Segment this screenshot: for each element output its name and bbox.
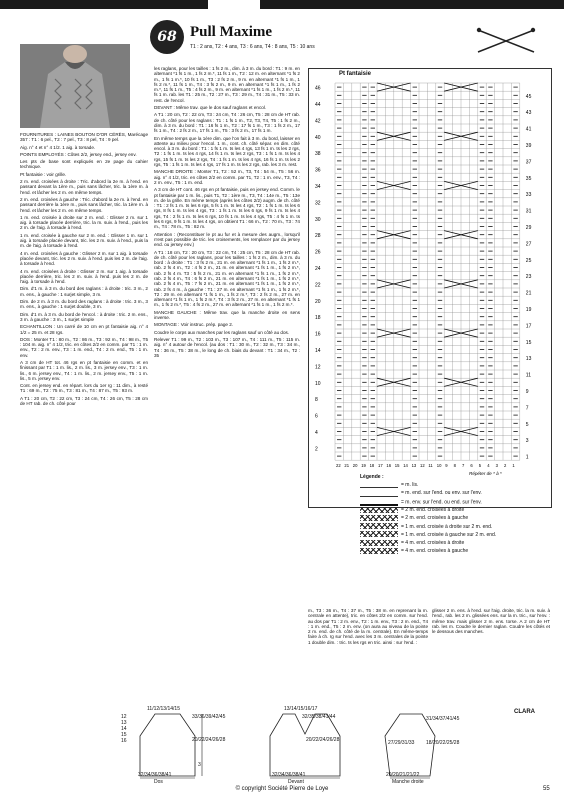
legend-item: [360, 523, 496, 531]
legend-symbol-icon: [360, 523, 398, 529]
mid-paragraph: A T1 : 20 cm, T2 : 22 cm, T3 : 24 cm, T4 : 26 cm, T5 : 28 cm de HT rab. de ch. côté pour les raglans : T1 : 1 fs 1 m., T2, T3, T4, T5 : 1 fs 2 m., dim. à 3 m. du bord : T1 : 16 fs 1 m., T2 : 17 fs 1 m., T3 : 1 fs 2 m., 17 fs 1 m., T4 : 2 fs 2 m., 17 fs 1 m., T5 : 3 fs 2 m., 17 fs 1 m.: [154, 112, 300, 134]
manche-mid-label: 27/29/31/33: [388, 740, 415, 746]
chart-row-label: 25: [525, 257, 532, 264]
sizes-line: T1 : 2 ans, T2 : 4 ans, T3 : 6 ans, T4 : 8 ans, T5 : 10 ans: [190, 44, 315, 50]
legend-text: = 4 m. end. croisées à gauche: [401, 548, 469, 555]
pattern-number-badge: 68: [150, 20, 184, 54]
left-paragraph: ECHANTILLON : Un carré de 10 cm en pt fantaisie aig. n° 4 1/2 = 25 m. et 28 rgs.: [20, 324, 148, 335]
schematic-dos: [140, 714, 202, 778]
chart-col-label: 18: [369, 463, 375, 469]
chart-col-label: 4: [487, 463, 490, 469]
chart-col-label: 1: [512, 463, 515, 469]
legend-text: = 1 m. end. croisée à gauche sur 2 m. end.: [401, 531, 497, 538]
chart-row-label: 9: [525, 388, 529, 395]
chart-row-label: 18: [315, 315, 321, 322]
left-paragraph: 2 m. end. croisées à droite : Tric. d'abord la 2e m. à l'end. en passant devant la 1ère m., puis sans lâcher, tric. la 1ère m. à l'end. et lâcher les 2 m. en même temps.: [20, 179, 148, 195]
chart-row-label: 16: [315, 331, 321, 338]
chart-grid: [309, 69, 551, 507]
dos-caption: Dos: [154, 779, 163, 785]
dos-left-sizes: 12 13 14 15 16: [121, 714, 127, 744]
chart-row-label: 44: [315, 101, 321, 108]
signature: CLARA: [514, 709, 535, 715]
dos-rib-label: 3: [198, 762, 201, 768]
left-paragraph: 2 m. end. croisées à gauche : Tric. d'abord la 2e m. à l'end. en passant derrière la 1ère m., puis sans lâcher, tric. la 1ère m. à l'end. et lâcher les 2 m. en même temps.: [20, 196, 148, 213]
chart-row-label: 23: [525, 274, 532, 281]
dos-bottom-label: 32/34/36/38/41: [138, 772, 172, 778]
footer-copyright: © copyright Société Pierre de Loye: [235, 786, 329, 792]
chart-row-label: 39: [525, 142, 532, 149]
dos-height-label: 20/22/24/26/28: [192, 737, 226, 743]
mid-paragraph: A 3 cm de HT cont. 46 rgs en pt fantaisie, puis en jersey end. Comm. le pt fantaisie par 1 m. lis., puis T1, T2 : 1ère m., T3, T4 : 14e m., T5 : 13e m. de la grille. En même temps (après les côtes 2/2) augm. de ch. côté : T1 : 2 fs 1 m. ts les 6 rgs, 5 fs 1 m. ts les 4 rgs, T2 : 1 fs 1 m. ts les 6 rgs, 8 fs 1 m. ts les 4 rgs, T3 : 1 fs 1 m. ts les 6 rgs, 9 fs 1 m. ts les 4 rgs, T4 : 2 fs 1 m. ts les 6 rgs, 10 fs 1 m. ts les 4 rgs, T5 : 4 fs 1 m. ts les 6 rgs, 9 fs 1 m. ts les 4 rgs, on obtient T1 : 66 m., T2 : 70 m., T3 : 74 m., T4 : 78 m., T5 : 82 m.: [154, 187, 300, 230]
mid-paragraph: A T1 : 18 cm, T2 : 20 cm, T3 : 22 cm, T4 : 25 cm, T5 : 28 cm de HT rab. de ch. côté pour les raglans, pour les tailles : 1 fs 2 m., dim. à 3 m. du bord : à droite : T1 : 3 fs 2 m., 21 m. en alternant *1 fs 1 m., 1 fs 2 m.*, rab. 2 fs 4 m., T2 : 4 fs 2 m., 21 m. en alternant *1 fs 1 m., 1 fs 2 m.*, rab. 2 fs 4 m. T3 : 5 fs 2 m., 21 m. en alternant *1 fs 1 m., 1 fs 2 m.*, rab. 2 fs 4 m., T4 : 6 fs 2 m., 21 m. en alternant *1 fs 1 m., 1 fs 2 m.*, rab. 2 fs 4 m., T5 : 7 fs 2 m., 21 m. en alternant *1 fs 1 m., 1 fs 2 m.*, rab. 2 fs 4 m., à gauche : T1 : 27 m. en alternant *1 fs 1 m., 1 fs 2 m.*, T2 : 29 m. en alternant *1 fs 1 m., 1 fs 2 m.*, T3 : 2 fs 2 m., 27 m. en alternant *1 fs 1 m., 1 fs 2 m.*, T4 : 3 fs 2 m., 27 m. en alternant *1 fs 1 m., 1 fs 2 m.*, T5 : 4 fs 2 m., 27 m. en alternant *1 fs 1 m., 1 fs 2 m.*.: [154, 249, 300, 308]
chart-col-label: 9: [445, 463, 448, 469]
chart-row-label: 41: [525, 126, 532, 133]
legend-symbol-icon: [360, 540, 398, 546]
devant-neck-label: 13/14/15/16/17: [284, 706, 318, 712]
legend-symbol-icon: [360, 498, 398, 506]
left-paragraph: Dim. d'1 m. à 3 m. du bord de l'encol. : à droite : tric. 2 m. ens., 3 m. à gauche : 3 m., 1 surjet simple: [20, 311, 148, 322]
dos-neck-label: 11/12/13/14/15: [147, 706, 180, 712]
legend-symbol-icon: [360, 548, 398, 554]
mid-paragraph: Relever T1 : 99 m., T2 : 103 m., T3 : 107 m., T4 : 111 m., T5 : 115 m. aig. n° 4 autour de l'encol. (au dos : T1 : 30 m., T2 : 32 m., T3 : 34 m., T4 : 36 m., T5 : 38 m., le long de ch. biais du devant : T1 : 34 m., T2 : 35: [154, 336, 300, 358]
legend-text: = m. end. sur l'end. ou env. sur l'env.: [401, 490, 482, 497]
manche-bottom-label: 20/20/21/21/22: [386, 772, 420, 778]
chart-row-label: 27: [525, 241, 532, 248]
left-paragraph: Aig. n° 4 et n° 4 1/2. 1 aig. à torsade.: [20, 144, 96, 150]
mid-paragraph: En même temps que la 1ère dim. que l'on fait à 3 m. du bord, laisser en attente au milieu pour l'encol. 1 m., cont. ch. côté sépar. en dim. côté encol. à 3 m. du bord : T1 : 1 fs 1 m. ts les 4 rgs, 13 fs 1 m. ts les 2 rgs, T2 : 1 fs 1 m. ts les 4 rgs, 14 fs 1 m. ts les 2 rgs, T3 : 1 fs 1 m. ts les 4 rgs, 15 fs 1 m. ts les 2 rgs, T4 : 1 fs 1 m. ts les 4 rgs, 16 fs 1 m. ts les 2 rgs, T5 : 1 fs 1 m. ts les 4 rgs, 17 fs 1 m. ts les 2 rgs, rab. les 3 m. rest.: [154, 135, 300, 168]
chart-row-label: 36: [315, 167, 321, 174]
legend-text: = m. lis.: [401, 482, 419, 489]
top-bar: [0, 0, 564, 9]
left-paragraph: DOS : Monter T1 : 80 m., T2 : 86 m., T3 : 92 m., T4 : 98 m., T5 : 104 m. aig. n° 4 1/2, tric. en côtes 2/2 en comm. par T1 : 1 m. env., T2 : 2 m. env., T3 : 1 m. end., T4 : 2 m. end., T5 : 1 m. env.: [20, 336, 148, 358]
chart-col-label: 17: [378, 463, 383, 469]
chart-row-label: 12: [315, 364, 321, 371]
legend-symbol-icon: [360, 531, 398, 537]
chart-row-label: 3: [525, 438, 529, 445]
chart-row-label: 8: [315, 397, 318, 404]
chart-col-label: 19: [361, 463, 366, 469]
left-paragraph: 1 m. end. croisée à droite sur 2 m. end. : Glisser 2 m. sur 1 aig. à torsade placée derrière, tric. la m. suiv. à l'end., puis les 2 m. de l'aig. à torsade à l'end.: [20, 214, 148, 231]
legend-symbol-icon: [360, 481, 398, 488]
assembly-text-col3: m., T3 : 36 m., T4 : 37 m., T5 : 38 m. en reprenant la m. centrale en attente), tric. en côtes 2/2 en comm. sur l'end. au dos par T1 : 2 m. env., T2 : 1 m. env., T3 : 2 m. end., T4 : 1 m. end., T5 : 2 m. env. (on aura au niveau de la pointe 2 m. end. de ch. côté de la m. centrale). En même-temps faire à ch. rg sur l'end. avec les 3 m. centrales de la pointe 1 double dim. : tric. ts les rgs en tric. ainsi : sur l'end. :: [308, 608, 428, 645]
devant-raglan-label: 32/35/38/41/44: [302, 714, 336, 720]
chart-row-label: 10: [315, 380, 321, 387]
left-paragraph: Cont. en jersey end. en répart. lors du 1er rg : 11 dim., à resté T1 : 69 m., T2 : 75 m., T3 : 81 m., T4 : 87 m., T5 : 93 m.: [20, 383, 148, 394]
legend-item: [360, 481, 496, 489]
middle-text-column: [154, 66, 300, 654]
chart-row-label: 29: [525, 224, 532, 231]
chart-row-label: 14: [315, 347, 321, 354]
chart-row-label: 38: [315, 151, 321, 158]
chart-row-label: 2: [315, 446, 318, 453]
chart-col-label: 5: [478, 463, 482, 469]
chart-repeat-label: Répéter de * à *: [469, 471, 502, 477]
chart-row-label: 43: [525, 110, 532, 117]
schematic-devant: [270, 714, 340, 778]
chart-row-label: 1: [525, 454, 529, 461]
left-paragraph: Dim. d'1 m. à 3 m. du bord des raglans : à droite : tric. 3 m., 2 m. ens., à gauche : 1 surjet simple, 3 m.: [20, 286, 148, 297]
chart-row-label: 45: [525, 93, 532, 100]
chart-col-label: 3: [495, 463, 498, 469]
chart-row-label: 40: [315, 134, 321, 141]
stitch-chart: [308, 68, 552, 508]
chart-row-label: 20: [315, 298, 321, 305]
legend-symbol-icon: [360, 515, 398, 521]
legend-item: [360, 489, 496, 497]
manche-caption: Manche droite: [392, 779, 424, 785]
chart-row-label: 6: [315, 413, 318, 420]
devant-caption: Devant: [288, 779, 304, 785]
left-text-column: [20, 132, 148, 652]
chart-row-label: 11: [525, 372, 532, 379]
chart-row-label: 26: [315, 249, 321, 256]
chart-col-label: 2: [504, 463, 507, 469]
chart-legend: [360, 473, 496, 555]
left-paragraph: POINTS EMPLOYÉS : Côtes 2/2, jersey end., jersey env.: [20, 151, 137, 157]
chart-row-label: 46: [315, 85, 321, 92]
chart-row-label: 21: [525, 290, 532, 297]
chart-row-label: 13: [525, 356, 532, 363]
chart-row-label: 17: [525, 323, 532, 330]
mid-paragraph: DEVANT : Même trav. que le dos sauf raglans et encol.: [154, 105, 267, 111]
chart-col-label: 20: [352, 463, 358, 469]
page-number: 55: [543, 786, 550, 792]
mid-paragraph: MONTAGE : Voir instruc. prép. page 2.: [154, 322, 234, 328]
legend-text: = 2 m. end. croisées à droite: [401, 507, 465, 514]
mid-paragraph: Coudre le corps aux manches par les raglans sauf un côté au dos.: [154, 329, 290, 335]
chart-row-label: 15: [525, 339, 532, 346]
chart-row-label: 7: [525, 405, 529, 412]
chart-col-label: 11: [428, 463, 433, 469]
left-paragraph: Dim. de 2 m. à 3 m. du bord des raglans : à droite : tric. 3 m., 3 m. ens., à gauche : 1 surjet double, 3 m.: [20, 299, 148, 310]
mid-paragraph: les raglans, pour les tailles : 1 fs 2 m., dim. à 3 m. du bord : T1 : 9 m. en alternant *1 fs 1 m., 1 fs 2 m.*, 11 fs 1 m., T2 : 12 m. en alternant *1 fs 2 m., 1 fs 1 m.*, 10 fs 1 m., T3 : 2 fs 2 m., 9 m. en alternant *1 fs 1 m., 1 fs 2 m.*, 11 fs 1 m., T4 : 3 fs 2 m., 9 m. en alternant *1 fs 1 m., 1 fs 2 m.*, 11 fs 1 m., T5 : 4 fs 2 m., 9 m. en alternant *1 fs 1 m., 1 fs 2 m.*, 11 fs 1 m. rab. les T1 : 25 m., T2 : 27 m., T3 : 29 m., T4 : 31 m., T5 : 33 m. rest. de l'encol.: [154, 66, 300, 103]
chart-row-label: 19: [525, 306, 532, 313]
chart-row-label: 37: [525, 159, 532, 166]
chart-row-label: 24: [315, 265, 321, 272]
chart-row-label: 34: [315, 183, 321, 190]
chart-title: Pt fantaisie: [339, 71, 372, 77]
legend-text: = 4 m. end. croisées à droite: [401, 539, 465, 546]
chart-col-label: 21: [344, 463, 350, 469]
chart-col-label: 6: [470, 463, 473, 469]
schematic-manche: [385, 714, 435, 778]
chart-row-label: 30: [315, 216, 321, 223]
legend-item: [360, 547, 496, 555]
legend-text: = 1 m. end. croisée à droite sur 2 m. end.: [401, 523, 493, 530]
mid-paragraph: MANCHE GAUCHE : Même trav. que la manche droite en sens inverse.: [154, 309, 300, 321]
chart-row-label: 42: [315, 118, 321, 125]
knitting-needles-icon: [476, 26, 536, 56]
chart-col-label: 10: [436, 463, 442, 469]
sweater-photo: [20, 44, 130, 128]
devant-bottom-label: 32/34/36/38/41: [272, 772, 306, 778]
chart-col-label: 12: [420, 463, 425, 469]
chart-col-label: 15: [394, 463, 400, 469]
dos-raglan-label: 33/36/39/42/45: [192, 714, 226, 720]
legend-text: = 2 m. end. croisées à gauche: [401, 515, 469, 522]
chart-row-label: 31: [525, 208, 532, 215]
legend-item: [360, 506, 496, 514]
assembly-text-col4: glisser 2 m. ens. à l'end. sur l'aig. droite, tric. la m. suiv. à l'end., rab. les 2 m. glissées ens. sur la m. tric., sur l'env. : même trav. mais glisser 2 m. ens. torse. A 2 cm de HT rab. les m. Coudre le dernier raglan. Coudre les côtés et le dessous des manches.: [432, 608, 550, 635]
legend-symbol-icon: [360, 490, 398, 497]
chart-col-label: 16: [386, 463, 392, 469]
legend-item: [360, 531, 496, 539]
chart-col-label: 22: [336, 463, 341, 469]
legend-item: [360, 514, 496, 522]
chart-row-label: 5: [525, 421, 529, 428]
left-paragraph: A 3 cm de HT tot. 46 rgs en pt fantaisie en comm. et en finissant par T1 : 1 m. lis., 2 m. lis., 3 m. jersey env., T3 : 1 m. lis., 6 m. jersey env., T4 : 1 m. lis., 2 m. jersey env., T5 : 1 m. lis., 5 m. jersey env.: [20, 359, 148, 381]
left-paragraph: A T1 : 20 cm, T2 : 22 cm, T3 : 24 cm, T4 : 26 cm, T5 : 28 cm de HT rab. de ch. côté pour: [20, 395, 148, 407]
page-title: Pull Maxime: [190, 24, 273, 40]
chart-row-label: 33: [525, 192, 532, 199]
left-paragraph: 4 m. end. croisées à gauche : Glisser 2 m. sur 1 aig. à torsade placée devant, tric. les 2 m. suiv. à l'end. puis les 2 m. de l'aig. à torsade à l'end.: [20, 250, 148, 267]
left-paragraph: FOURNITURES : LAINES BOUTON D'OR CÉRÈS, Marécage 357 : T1 : 6 pel., T2 : 7 pel., T3 : 8 pel, T4 : 9 pel.: [20, 132, 148, 143]
mid-paragraph: MANCHE DROITE : Monter T1, T2 : 52 m., T3, T4 : 54 m., T5 : 56 m. aig. n° 4 1/2, tric. en côtes 2/2 en comm. par T1, T2 : 1 m. env., T3, T4 : 2 m. env., T5 : 1 m. end.: [154, 169, 300, 185]
left-paragraph: 4 m. end. croisées à droite : Glisser 2 m. sur 1 aig. à torsade placée derrière, tric. les 2 m. suiv. à l'end. puis les 2 m. de l'aig. à torsade à l'end.: [20, 268, 148, 285]
legend-title: Légende :: [360, 474, 384, 480]
manche-height-label: 18/20/22/25/28: [426, 740, 460, 746]
legend-item: [360, 539, 496, 547]
manche-top-label: 31/34/37/41/45: [426, 716, 460, 722]
chart-row-label: 32: [315, 200, 321, 207]
chart-col-label: 13: [411, 463, 417, 469]
legend-symbol-icon: [360, 507, 398, 513]
chart-row-label: 22: [315, 282, 321, 289]
chart-col-label: 7: [462, 463, 465, 469]
chart-row-label: 4: [315, 429, 318, 436]
chart-col-label: 14: [403, 463, 408, 469]
legend-item: [360, 498, 496, 507]
legend-text: = m. env. sur l'end. ou end. sur l'env.: [401, 498, 482, 505]
chart-col-label: 8: [453, 463, 456, 469]
chart-row-label: 35: [525, 175, 532, 182]
left-paragraph: Les pts de base sont expliqués en 2e page du cahier technique.: [20, 159, 148, 170]
devant-height-label: 20/22/24/26/28: [306, 737, 340, 743]
left-paragraph: 1 m. end. croisée à gauche sur 2 m. end. : Glisser 1 m. sur 1 aig. à torsade placée devant, tric. les 2 m. suiv. à l'end., puis la m. de l'aig. à torsade à l'end.: [20, 232, 148, 249]
left-paragraph: Pt fantaisie : voir grille.: [20, 171, 67, 177]
chart-row-label: 28: [315, 233, 321, 240]
mid-paragraph: Attention : (Reconstituer le pt au fur et à mesure des augm., lorsqu'il n'est pas possible de tric. les croisements, les remplacer par du jersey end. ou jersey env.): [154, 231, 300, 248]
